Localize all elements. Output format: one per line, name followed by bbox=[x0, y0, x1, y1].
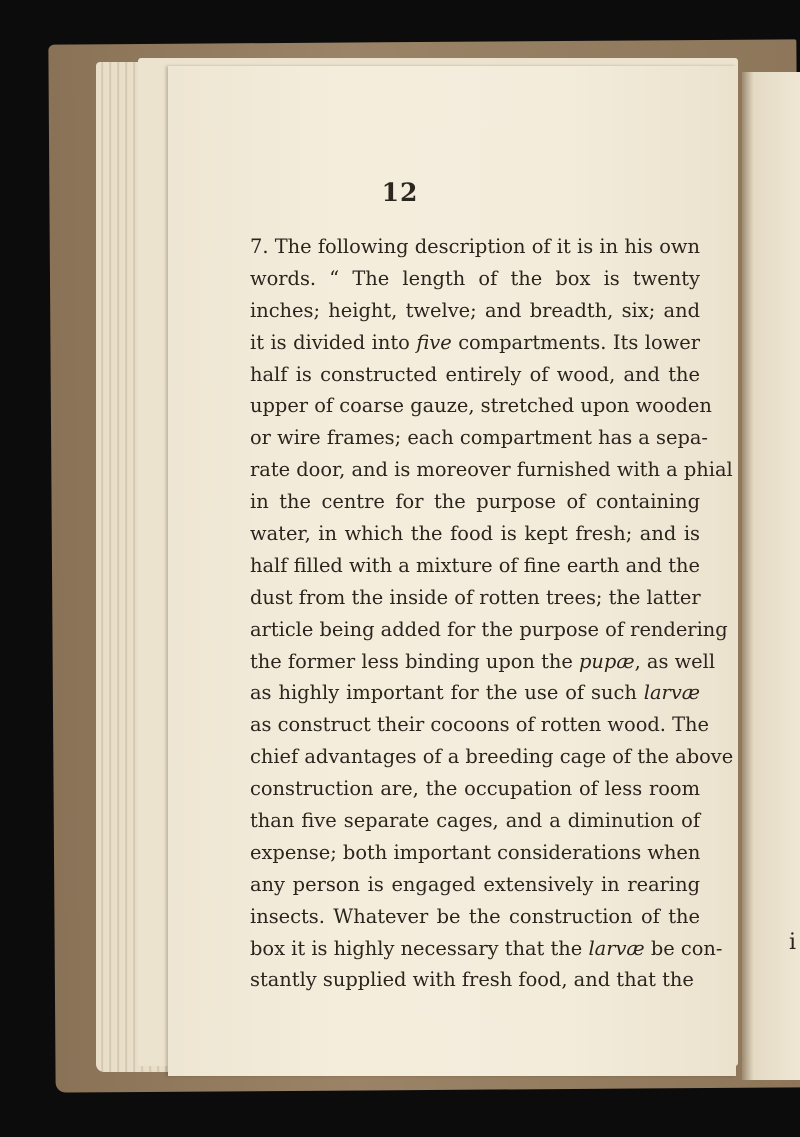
text-line bbox=[250, 709, 710, 741]
text-line bbox=[250, 837, 700, 869]
text-run: construction are, the occupation of less room bbox=[250, 777, 700, 801]
text-run: as highly important for the use of such bbox=[250, 681, 644, 705]
text-line bbox=[250, 773, 700, 805]
text-run: in the centre for the purpose of containing bbox=[250, 490, 700, 514]
italic-term: pupæ bbox=[579, 649, 635, 673]
text-run: upper of coarse gauze, stretched upon wooden bbox=[250, 394, 712, 418]
text-line bbox=[250, 231, 700, 263]
text-line bbox=[250, 582, 700, 614]
text-run: box it is highly necessary that the bbox=[250, 936, 589, 960]
italic-term: larvæ bbox=[588, 936, 645, 960]
text-run: half is constructed entirely of wood, and the bbox=[250, 362, 700, 386]
text-run: chief advantages of a breeding cage of the above bbox=[250, 745, 734, 769]
text-line bbox=[250, 390, 712, 422]
text-line bbox=[250, 933, 723, 965]
text-line bbox=[250, 741, 734, 773]
text-line bbox=[250, 964, 700, 996]
text-run: , as well bbox=[634, 649, 716, 673]
text-line bbox=[250, 263, 700, 295]
text-run: article being added for the purpose of rendering bbox=[250, 617, 728, 641]
text-line bbox=[250, 550, 700, 582]
text-line bbox=[250, 614, 728, 646]
text-run: than five separate cages, and a diminution of bbox=[250, 809, 700, 833]
italic-term: five bbox=[416, 330, 452, 354]
text-line bbox=[250, 805, 700, 837]
text-run: be con- bbox=[644, 936, 723, 960]
text-run: it is divided into bbox=[250, 330, 417, 354]
body-text bbox=[250, 231, 734, 996]
text-run: the former less binding upon the bbox=[250, 649, 580, 673]
text-run: 7. The following description of it is in his own bbox=[250, 235, 700, 258]
text-line bbox=[250, 677, 700, 709]
page-number: 12 bbox=[381, 178, 419, 207]
text-run: or wire frames; each compartment has a sepa- bbox=[250, 426, 708, 450]
text-line bbox=[250, 422, 708, 454]
text-run: inches; height, twelve; and breadth, six; and bbox=[250, 298, 700, 322]
text-run: expense; both important considerations when bbox=[250, 840, 701, 864]
text-run: words. “ The length of the box is twenty bbox=[250, 266, 700, 290]
facing-page-fragment: i bbox=[789, 930, 797, 955]
text-line bbox=[250, 454, 733, 486]
text-line bbox=[250, 486, 700, 518]
italic-term: larvæ bbox=[643, 681, 700, 705]
text-run: any person is engaged extensively in rearing bbox=[250, 872, 700, 896]
text-line bbox=[250, 359, 700, 391]
text-run: as construct their cocoons of rotten wood. The bbox=[250, 713, 710, 737]
text-run: stantly supplied with fresh food, and that the bbox=[250, 968, 694, 992]
text-line bbox=[250, 646, 716, 678]
facing-page bbox=[742, 72, 800, 1080]
text-run: insects. Whatever be the construction of the bbox=[250, 904, 700, 928]
text-run: water, in which the food is kept fresh; and is bbox=[250, 522, 700, 546]
text-line bbox=[250, 327, 700, 359]
text-run: rate door, and is moreover furnished with a phial bbox=[250, 458, 733, 482]
text-line bbox=[250, 518, 700, 550]
text-run: compartments. Its lower bbox=[451, 330, 700, 354]
text-line bbox=[250, 295, 700, 327]
text-line bbox=[250, 869, 700, 901]
text-run: dust from the inside of rotten trees; the latter bbox=[250, 585, 701, 609]
text-run: half filled with a mixture of fine earth and the bbox=[250, 553, 700, 577]
text-line bbox=[250, 901, 700, 933]
